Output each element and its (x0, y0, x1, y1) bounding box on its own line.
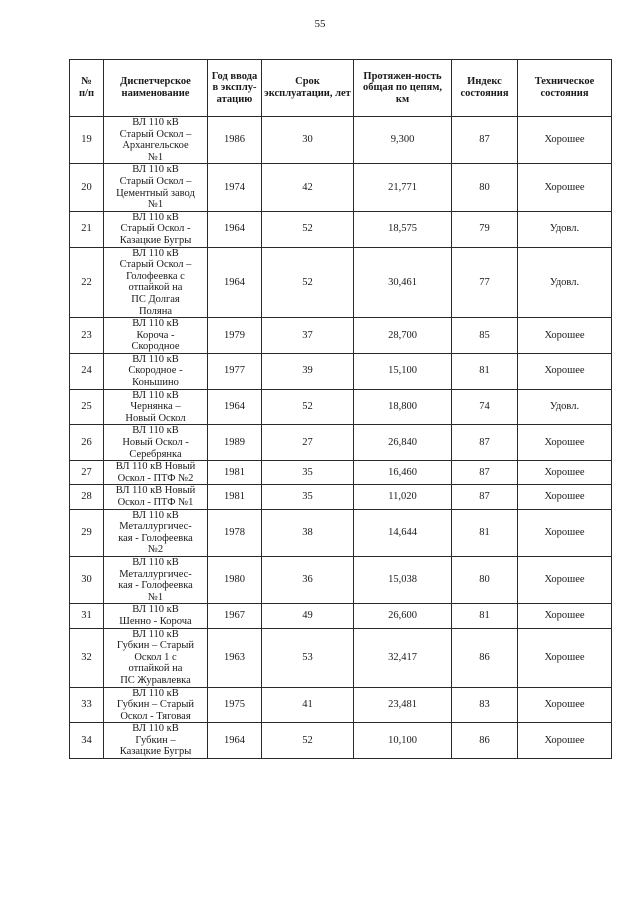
cell-name: ВЛ 110 кВ Скородное - Коньшино (104, 353, 208, 389)
cell-term: 49 (262, 604, 354, 628)
cell-number: 22 (70, 247, 104, 318)
cell-term: 52 (262, 211, 354, 247)
cell-length: 18,575 (354, 211, 452, 247)
cell-length: 15,100 (354, 353, 452, 389)
cell-name: ВЛ 110 кВ Губкин – Казацкие Бугры (104, 723, 208, 759)
cell-length: 26,600 (354, 604, 452, 628)
cell-state: Хорошее (518, 318, 612, 354)
cell-term: 35 (262, 461, 354, 485)
cell-term: 27 (262, 425, 354, 461)
cell-number: 34 (70, 723, 104, 759)
cell-index: 77 (452, 247, 518, 318)
table-body (70, 117, 612, 759)
cell-state: Хорошее (518, 353, 612, 389)
table-row (70, 687, 612, 723)
cell-state: Хорошее (518, 117, 612, 164)
cell-term: 42 (262, 164, 354, 211)
cell-term: 30 (262, 117, 354, 164)
cell-length: 10,100 (354, 723, 452, 759)
cell-length: 16,460 (354, 461, 452, 485)
cell-name: ВЛ 110 кВ Чернянка – Новый Оскол (104, 389, 208, 425)
cell-year: 1964 (208, 389, 262, 425)
cell-term: 41 (262, 687, 354, 723)
table-row (70, 117, 612, 164)
cell-state: Хорошее (518, 461, 612, 485)
cell-name: ВЛ 110 кВ Металлургичес- кая - Голофеевка №2 (104, 509, 208, 556)
cell-length: 26,840 (354, 425, 452, 461)
cell-index: 86 (452, 723, 518, 759)
header-term: Срок эксплуатации, лет (262, 60, 354, 117)
cell-state: Хорошее (518, 628, 612, 687)
cell-state: Хорошее (518, 556, 612, 603)
cell-state: Удовл. (518, 389, 612, 425)
table-row (70, 164, 612, 211)
cell-term: 36 (262, 556, 354, 603)
cell-state: Удовл. (518, 211, 612, 247)
table-row (70, 425, 612, 461)
cell-year: 1980 (208, 556, 262, 603)
cell-year: 1977 (208, 353, 262, 389)
cell-state: Хорошее (518, 723, 612, 759)
cell-number: 23 (70, 318, 104, 354)
cell-year: 1981 (208, 461, 262, 485)
cell-length: 23,481 (354, 687, 452, 723)
transmission-lines-table (69, 59, 612, 759)
cell-number: 20 (70, 164, 104, 211)
table-row (70, 628, 612, 687)
cell-index: 87 (452, 485, 518, 509)
cell-index: 80 (452, 164, 518, 211)
cell-name: ВЛ 110 кВ Новый Оскол - ПТФ №1 (104, 485, 208, 509)
cell-length: 14,644 (354, 509, 452, 556)
cell-index: 85 (452, 318, 518, 354)
cell-number: 32 (70, 628, 104, 687)
cell-index: 79 (452, 211, 518, 247)
table-row (70, 509, 612, 556)
cell-index: 81 (452, 604, 518, 628)
cell-length: 28,700 (354, 318, 452, 354)
table-row (70, 389, 612, 425)
cell-year: 1964 (208, 723, 262, 759)
cell-length: 15,038 (354, 556, 452, 603)
cell-state: Хорошее (518, 509, 612, 556)
table-row (70, 318, 612, 354)
cell-name: ВЛ 110 кВ Старый Оскол – Архангельское №1 (104, 117, 208, 164)
table-row (70, 723, 612, 759)
cell-length: 18,800 (354, 389, 452, 425)
cell-index: 74 (452, 389, 518, 425)
cell-number: 30 (70, 556, 104, 603)
cell-number: 29 (70, 509, 104, 556)
cell-name: ВЛ 110 кВ Короча - Скородное (104, 318, 208, 354)
cell-term: 39 (262, 353, 354, 389)
cell-length: 30,461 (354, 247, 452, 318)
cell-term: 37 (262, 318, 354, 354)
cell-name: ВЛ 110 кВ Новый Оскол - Серебрянка (104, 425, 208, 461)
cell-name: ВЛ 110 кВ Старый Оскол – Голофеевка с отпайкой на ПС Долгая Поляна (104, 247, 208, 318)
table-row (70, 556, 612, 603)
cell-number: 27 (70, 461, 104, 485)
header-number: № п/п (70, 60, 104, 117)
table-row (70, 461, 612, 485)
cell-year: 1975 (208, 687, 262, 723)
cell-state: Хорошее (518, 687, 612, 723)
header-length: Протяжен-ность общая по цепям, км (354, 60, 452, 117)
cell-name: ВЛ 110 кВ Шенно - Короча (104, 604, 208, 628)
table-row (70, 247, 612, 318)
cell-index: 87 (452, 461, 518, 485)
table-row (70, 485, 612, 509)
cell-year: 1967 (208, 604, 262, 628)
cell-number: 28 (70, 485, 104, 509)
header-year: Год ввода в эксплу-атацию (208, 60, 262, 117)
cell-term: 52 (262, 389, 354, 425)
cell-year: 1964 (208, 211, 262, 247)
cell-name: ВЛ 110 кВ Губкин – Старый Оскол 1 с отпайкой на ПС Журавлевка (104, 628, 208, 687)
cell-number: 25 (70, 389, 104, 425)
cell-term: 52 (262, 247, 354, 318)
cell-index: 81 (452, 509, 518, 556)
cell-index: 81 (452, 353, 518, 389)
cell-year: 1981 (208, 485, 262, 509)
cell-year: 1986 (208, 117, 262, 164)
cell-year: 1979 (208, 318, 262, 354)
cell-name: ВЛ 110 кВ Старый Оскол - Казацкие Бугры (104, 211, 208, 247)
cell-term: 38 (262, 509, 354, 556)
cell-year: 1989 (208, 425, 262, 461)
cell-year: 1963 (208, 628, 262, 687)
cell-length: 32,417 (354, 628, 452, 687)
cell-state: Хорошее (518, 164, 612, 211)
cell-state: Хорошее (518, 604, 612, 628)
cell-index: 86 (452, 628, 518, 687)
header-state: Техническое состояния (518, 60, 612, 117)
cell-name: ВЛ 110 кВ Новый Оскол - ПТФ №2 (104, 461, 208, 485)
cell-state: Хорошее (518, 425, 612, 461)
cell-name: ВЛ 110 кВ Старый Оскол – Цементный завод №1 (104, 164, 208, 211)
cell-length: 9,300 (354, 117, 452, 164)
cell-number: 19 (70, 117, 104, 164)
cell-index: 87 (452, 117, 518, 164)
cell-year: 1978 (208, 509, 262, 556)
table-header-row (70, 60, 612, 117)
page-number: 55 (314, 18, 326, 30)
cell-state: Хорошее (518, 485, 612, 509)
cell-term: 52 (262, 723, 354, 759)
cell-number: 21 (70, 211, 104, 247)
cell-number: 31 (70, 604, 104, 628)
table-row (70, 211, 612, 247)
cell-name: ВЛ 110 кВ Металлургичес- кая - Голофеевка №1 (104, 556, 208, 603)
cell-number: 24 (70, 353, 104, 389)
cell-term: 35 (262, 485, 354, 509)
cell-number: 26 (70, 425, 104, 461)
cell-index: 80 (452, 556, 518, 603)
cell-year: 1964 (208, 247, 262, 318)
table-row (70, 604, 612, 628)
cell-year: 1974 (208, 164, 262, 211)
cell-term: 53 (262, 628, 354, 687)
header-name: Диспетчерское наименование (104, 60, 208, 117)
cell-index: 87 (452, 425, 518, 461)
cell-name: ВЛ 110 кВ Губкин – Старый Оскол - Тяговая (104, 687, 208, 723)
table-row (70, 353, 612, 389)
cell-number: 33 (70, 687, 104, 723)
header-index: Индекс состояния (452, 60, 518, 117)
cell-index: 83 (452, 687, 518, 723)
cell-length: 11,020 (354, 485, 452, 509)
cell-length: 21,771 (354, 164, 452, 211)
cell-state: Удовл. (518, 247, 612, 318)
